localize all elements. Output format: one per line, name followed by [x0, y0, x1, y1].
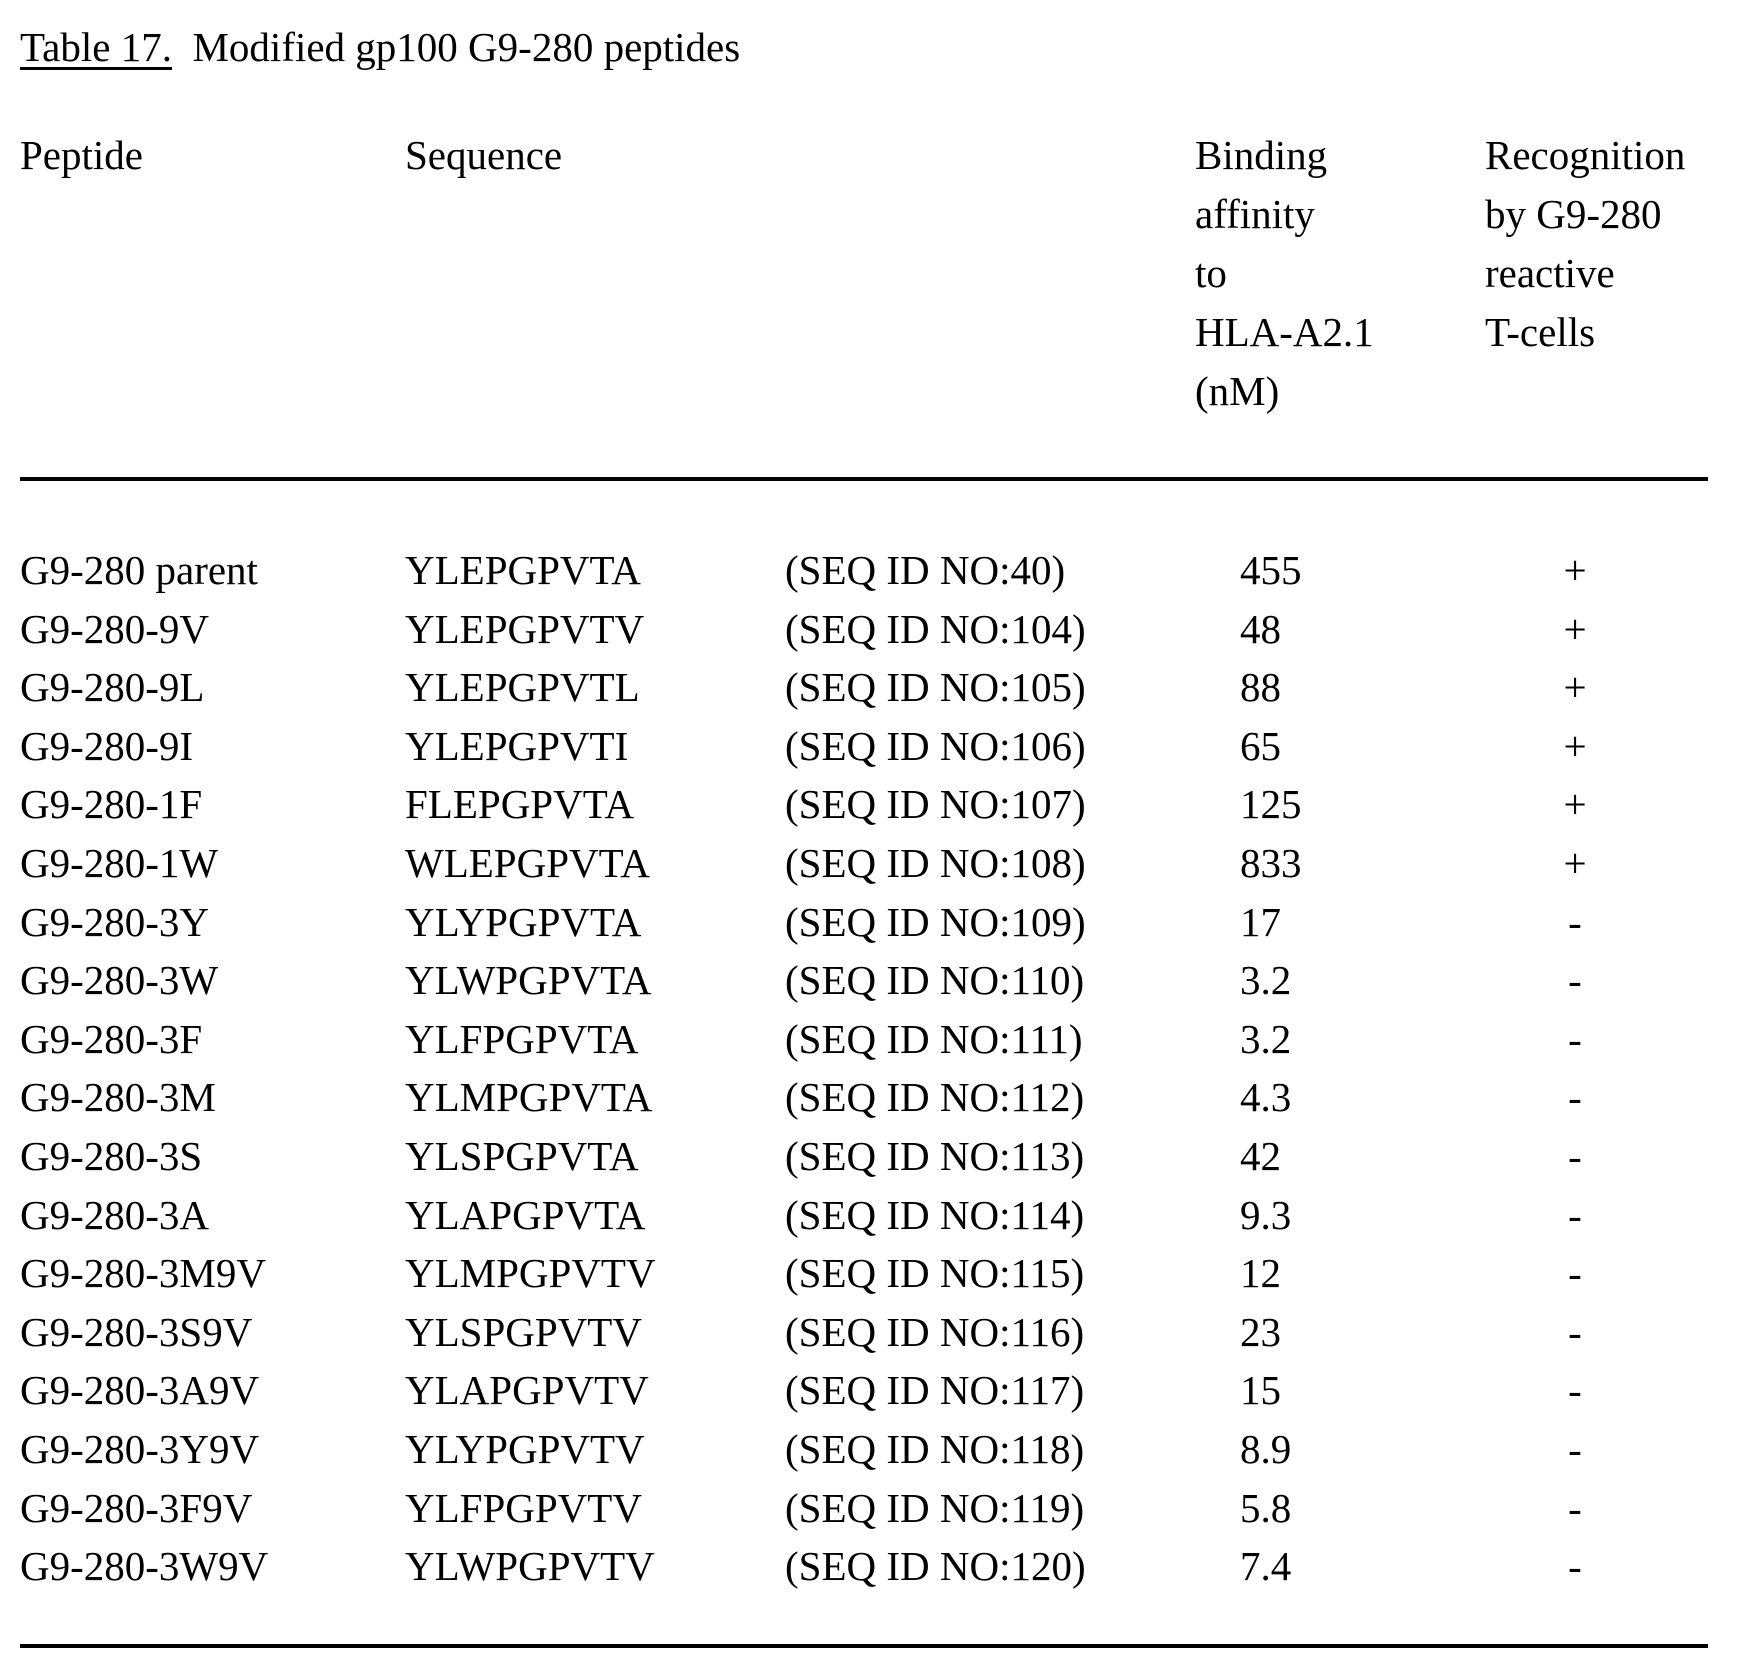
- sequence-cell: YLEPGPVTA: [405, 541, 641, 600]
- table-row: [0, 1068, 1741, 1127]
- table-row: [0, 658, 1741, 717]
- table-title: [20, 18, 740, 77]
- sequence-cell: YLFPGPVTV: [405, 1479, 642, 1538]
- header-binding-line: HLA-A2.1: [1195, 303, 1374, 362]
- seq-id-cell: (SEQ ID NO:111): [785, 1010, 1083, 1069]
- peptide-cell: G9-280-3W9V: [20, 1537, 268, 1596]
- sequence-cell: YLAPGPVTV: [405, 1361, 649, 1420]
- sequence-cell: YLWPGPVTA: [405, 951, 652, 1010]
- recognition-cell: +: [1540, 600, 1610, 659]
- seq-id-cell: (SEQ ID NO:40): [785, 541, 1065, 600]
- peptide-cell: G9-280-3M9V: [20, 1244, 266, 1303]
- header-recognition-line: Recognition: [1485, 126, 1685, 185]
- peptide-cell: G9-280-3F: [20, 1010, 202, 1069]
- recognition-cell: -: [1540, 1010, 1610, 1069]
- header-binding-line: to: [1195, 244, 1374, 303]
- table-row: [0, 1186, 1741, 1245]
- binding-cell: 4.3: [1240, 1068, 1291, 1127]
- peptide-cell: G9-280-3A: [20, 1186, 209, 1245]
- binding-cell: 833: [1240, 834, 1302, 893]
- sequence-cell: YLEPGPVTV: [405, 600, 644, 659]
- binding-cell: 125: [1240, 775, 1302, 834]
- peptide-cell: G9-280-3M: [20, 1068, 216, 1127]
- seq-id-cell: (SEQ ID NO:117): [785, 1361, 1084, 1420]
- recognition-cell: -: [1540, 1479, 1610, 1538]
- table-label: Table 17.: [20, 24, 172, 70]
- seq-id-cell: (SEQ ID NO:110): [785, 951, 1084, 1010]
- table-row: [0, 893, 1741, 952]
- binding-cell: 3.2: [1240, 951, 1291, 1010]
- header-binding-line: (nM): [1195, 362, 1374, 421]
- header-recognition-line: by G9-280: [1485, 185, 1685, 244]
- seq-id-cell: (SEQ ID NO:104): [785, 600, 1086, 659]
- table-row: [0, 834, 1741, 893]
- seq-id-cell: (SEQ ID NO:119): [785, 1479, 1084, 1538]
- sequence-cell: FLEPGPVTA: [405, 775, 634, 834]
- bottom-rule: [20, 1644, 1708, 1648]
- seq-id-cell: (SEQ ID NO:109): [785, 893, 1086, 952]
- header-recognition-line: T-cells: [1485, 303, 1685, 362]
- binding-cell: 48: [1240, 600, 1281, 659]
- table-row: [0, 717, 1741, 776]
- header-recognition-line: reactive: [1485, 244, 1685, 303]
- peptide-cell: G9-280-3W: [20, 951, 218, 1010]
- binding-cell: 9.3: [1240, 1186, 1291, 1245]
- recognition-cell: -: [1540, 1361, 1610, 1420]
- header-sequence: Sequence: [405, 126, 562, 185]
- table-row: [0, 951, 1741, 1010]
- recognition-cell: +: [1540, 834, 1610, 893]
- peptide-cell: G9-280-3F9V: [20, 1479, 252, 1538]
- table-row: [0, 1244, 1741, 1303]
- binding-cell: 455: [1240, 541, 1302, 600]
- sequence-cell: YLAPGPVTA: [405, 1186, 645, 1245]
- sequence-cell: YLSPGPVTA: [405, 1127, 639, 1186]
- sequence-cell: YLEPGPVTI: [405, 717, 628, 776]
- peptide-cell: G9-280-1F: [20, 775, 202, 834]
- seq-id-cell: (SEQ ID NO:116): [785, 1303, 1084, 1362]
- header-recognition: [1485, 126, 1685, 362]
- peptide-cell: G9-280-9I: [20, 717, 193, 776]
- recognition-cell: +: [1540, 717, 1610, 776]
- header-binding-line: affinity: [1195, 185, 1374, 244]
- recognition-cell: +: [1540, 775, 1610, 834]
- sequence-cell: YLYPGPVTA: [405, 893, 641, 952]
- table-row: [0, 775, 1741, 834]
- recognition-cell: -: [1540, 1537, 1610, 1596]
- binding-cell: 23: [1240, 1303, 1281, 1362]
- recognition-cell: +: [1540, 658, 1610, 717]
- binding-cell: 65: [1240, 717, 1281, 776]
- sequence-cell: YLWPGPVTV: [405, 1537, 655, 1596]
- seq-id-cell: (SEQ ID NO:112): [785, 1068, 1084, 1127]
- header-peptide: Peptide: [20, 126, 143, 185]
- seq-id-cell: (SEQ ID NO:118): [785, 1420, 1084, 1479]
- peptide-cell: G9-280-3Y9V: [20, 1420, 259, 1479]
- recognition-cell: +: [1540, 541, 1610, 600]
- recognition-cell: -: [1540, 1420, 1610, 1479]
- seq-id-cell: (SEQ ID NO:114): [785, 1186, 1084, 1245]
- recognition-cell: -: [1540, 1244, 1610, 1303]
- binding-cell: 88: [1240, 658, 1281, 717]
- recognition-cell: -: [1540, 1186, 1610, 1245]
- sequence-cell: YLEPGPVTL: [405, 658, 640, 717]
- sequence-cell: YLMPGPVTA: [405, 1068, 652, 1127]
- sequence-cell: YLFPGPVTA: [405, 1010, 639, 1069]
- header-binding: [1195, 126, 1374, 421]
- binding-cell: 12: [1240, 1244, 1281, 1303]
- table-row: [0, 1479, 1741, 1538]
- peptide-cell: G9-280-1W: [20, 834, 218, 893]
- table-row: [0, 600, 1741, 659]
- sequence-cell: YLYPGPVTV: [405, 1420, 645, 1479]
- binding-cell: 7.4: [1240, 1537, 1291, 1596]
- seq-id-cell: (SEQ ID NO:113): [785, 1127, 1084, 1186]
- binding-cell: 8.9: [1240, 1420, 1291, 1479]
- header-binding-line: Binding: [1195, 126, 1374, 185]
- peptide-cell: G9-280-9L: [20, 658, 204, 717]
- seq-id-cell: (SEQ ID NO:120): [785, 1537, 1086, 1596]
- header-rule: [20, 477, 1708, 481]
- recognition-cell: -: [1540, 893, 1610, 952]
- recognition-cell: -: [1540, 1303, 1610, 1362]
- peptide-cell: G9-280 parent: [20, 541, 258, 600]
- binding-cell: 5.8: [1240, 1479, 1291, 1538]
- peptide-cell: G9-280-3S9V: [20, 1303, 252, 1362]
- sequence-cell: YLMPGPVTV: [405, 1244, 656, 1303]
- table-caption: Modified gp100 G9-280 peptides: [192, 24, 740, 70]
- sequence-cell: YLSPGPVTV: [405, 1303, 642, 1362]
- peptide-cell: G9-280-3Y: [20, 893, 209, 952]
- binding-cell: 15: [1240, 1361, 1281, 1420]
- table-row: [0, 1420, 1741, 1479]
- table-row: [0, 1010, 1741, 1069]
- recognition-cell: -: [1540, 1127, 1610, 1186]
- table-row: [0, 1127, 1741, 1186]
- recognition-cell: -: [1540, 1068, 1610, 1127]
- table-row: [0, 1303, 1741, 1362]
- seq-id-cell: (SEQ ID NO:106): [785, 717, 1086, 776]
- table-row: [0, 541, 1741, 600]
- binding-cell: 3.2: [1240, 1010, 1291, 1069]
- peptide-cell: G9-280-3S: [20, 1127, 202, 1186]
- peptide-cell: G9-280-3A9V: [20, 1361, 259, 1420]
- seq-id-cell: (SEQ ID NO:107): [785, 775, 1086, 834]
- binding-cell: 42: [1240, 1127, 1281, 1186]
- seq-id-cell: (SEQ ID NO:115): [785, 1244, 1084, 1303]
- table-row: [0, 1361, 1741, 1420]
- seq-id-cell: (SEQ ID NO:105): [785, 658, 1086, 717]
- recognition-cell: -: [1540, 951, 1610, 1010]
- table-row: [0, 1537, 1741, 1596]
- peptide-cell: G9-280-9V: [20, 600, 209, 659]
- binding-cell: 17: [1240, 893, 1281, 952]
- seq-id-cell: (SEQ ID NO:108): [785, 834, 1086, 893]
- sequence-cell: WLEPGPVTA: [405, 834, 650, 893]
